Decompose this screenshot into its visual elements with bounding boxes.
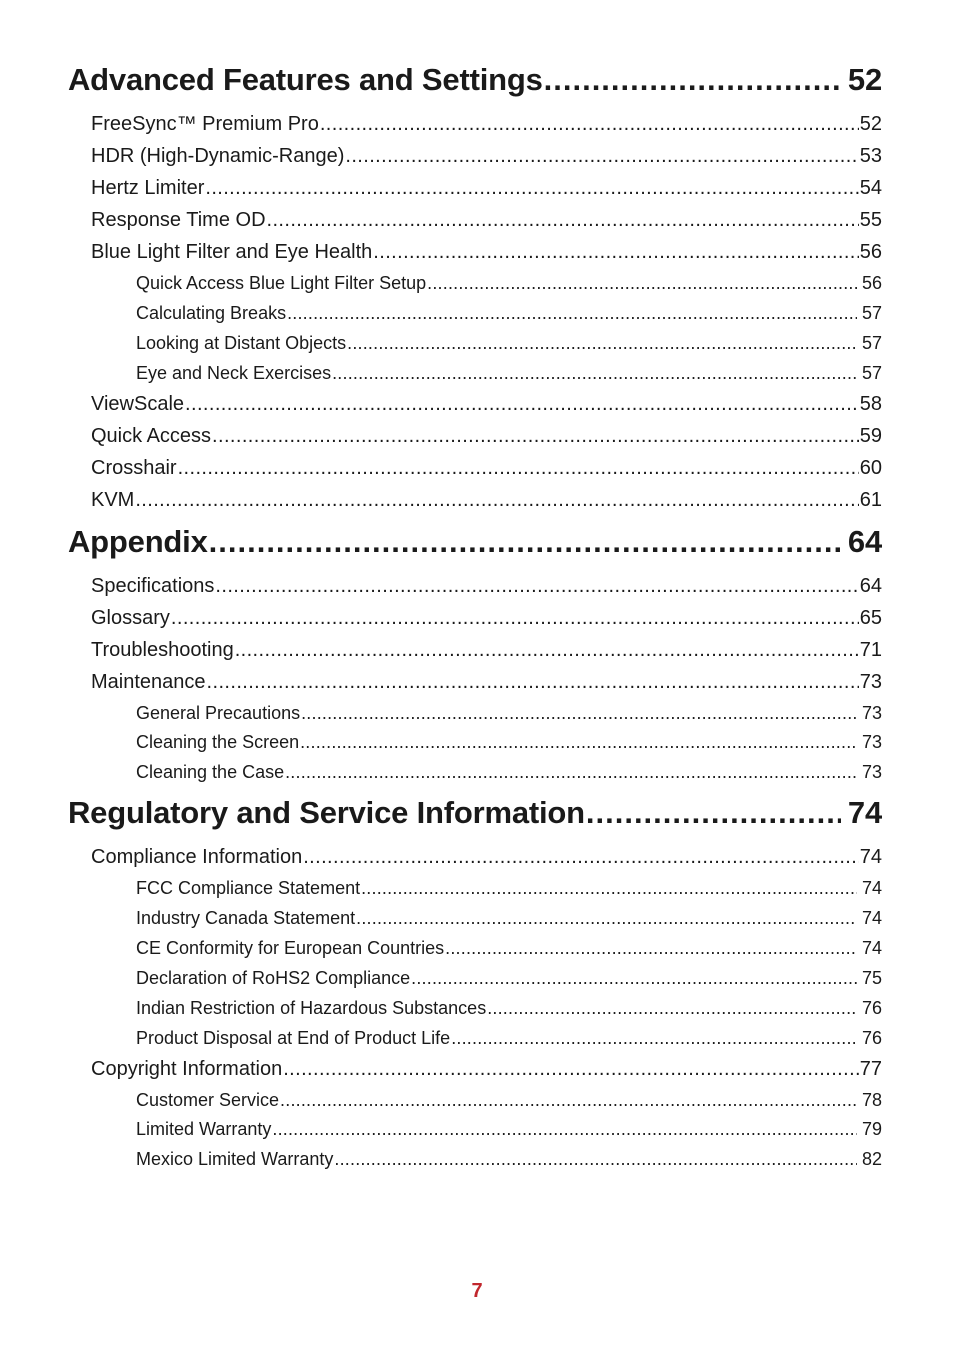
toc-subsection-entry[interactable]	[68, 1085, 882, 1115]
toc-entry-title: Eye and Neck Exercises	[136, 362, 332, 383]
dot-leader	[283, 1053, 859, 1085]
toc-entry-title: Cleaning the Case	[136, 762, 285, 783]
toc-entry-title: Response Time OD	[91, 209, 266, 231]
dot-leader	[334, 1144, 857, 1174]
toc-entry-title: Crosshair	[91, 456, 177, 479]
toc-subsection-entry[interactable]	[68, 993, 882, 1023]
toc-section-entry[interactable]	[68, 841, 882, 873]
toc-entry-page-number: 65	[859, 606, 882, 629]
toc-entry-title: Specifications	[91, 574, 215, 597]
toc-entry-page-number: 61	[859, 488, 882, 511]
toc-chapter-heading[interactable]	[68, 60, 882, 108]
toc-section-entry[interactable]	[68, 1053, 882, 1085]
toc-entry-title: Troubleshooting	[91, 638, 234, 661]
toc-entry-title: CE Conformity for European Countries	[136, 938, 445, 959]
toc-section-entry[interactable]	[68, 420, 882, 452]
table-of-contents	[68, 60, 882, 1174]
toc-section-entry[interactable]	[68, 602, 882, 634]
toc-section-entry[interactable]	[68, 172, 882, 204]
toc-section-entry[interactable]	[68, 140, 882, 172]
toc-entry-page-number: 77	[859, 1057, 882, 1080]
toc-entry-page-number: 58	[859, 392, 882, 415]
toc-section-entry[interactable]	[68, 570, 882, 602]
toc-entry-page-number: 52	[847, 62, 882, 97]
dot-leader	[345, 140, 858, 172]
toc-entry-page-number: 74	[847, 795, 882, 831]
dot-leader	[451, 1023, 857, 1053]
toc-entry-title: Declaration of RoHS2 Compliance	[136, 967, 411, 988]
dot-leader	[586, 795, 841, 831]
toc-entry-title: FCC Compliance Statement	[136, 878, 361, 899]
toc-section-entry[interactable]	[68, 666, 882, 698]
toc-entry-title: Copyright Information	[91, 1057, 283, 1080]
toc-entry-title: Blue Light Filter and Eye Health	[91, 241, 373, 263]
dot-leader	[215, 570, 858, 602]
dot-leader	[347, 328, 857, 358]
dot-leader	[280, 1085, 857, 1115]
toc-entry-title: FreeSync™ Premium Pro	[91, 113, 319, 135]
toc-entry-page-number: 74	[861, 908, 882, 929]
toc-entry-page-number: 76	[861, 1027, 882, 1048]
toc-section-entry[interactable]	[68, 388, 882, 420]
dot-leader	[135, 484, 858, 516]
dot-leader	[209, 524, 841, 560]
toc-section-entry[interactable]	[68, 108, 882, 140]
dot-leader	[235, 634, 859, 666]
dot-leader	[332, 358, 857, 388]
toc-entry-page-number: 56	[861, 273, 882, 293]
toc-subsection-entry[interactable]	[68, 1144, 882, 1174]
toc-entry-page-number: 52	[859, 113, 882, 135]
toc-subsection-entry[interactable]	[68, 328, 882, 358]
dot-leader	[361, 873, 857, 903]
toc-entry-page-number: 74	[861, 938, 882, 959]
dot-leader	[300, 727, 857, 757]
toc-subsection-entry[interactable]	[68, 963, 882, 993]
toc-entry-page-number: 54	[859, 177, 882, 199]
dot-leader	[272, 1114, 857, 1144]
toc-entry-title: Calculating Breaks	[136, 302, 287, 323]
toc-entry-page-number: 64	[859, 574, 882, 597]
dot-leader	[445, 933, 857, 963]
toc-entry-title: Customer Service	[136, 1089, 280, 1110]
toc-subsection-entry[interactable]	[68, 1114, 882, 1144]
toc-section-entry[interactable]	[68, 634, 882, 666]
toc-subsection-entry[interactable]	[68, 358, 882, 388]
toc-section-entry[interactable]	[68, 204, 882, 236]
toc-entry-page-number: 82	[861, 1149, 882, 1170]
toc-entry-title: Mexico Limited Warranty	[136, 1149, 334, 1170]
toc-entry-title: General Precautions	[136, 702, 301, 723]
toc-entry-title: Compliance Information	[91, 846, 303, 869]
toc-entry-page-number: 53	[859, 145, 882, 167]
toc-entry-page-number: 57	[861, 332, 882, 353]
toc-entry-title: Glossary	[91, 606, 170, 629]
toc-entry-page-number: 71	[859, 638, 882, 661]
dot-leader	[287, 298, 857, 328]
dot-leader	[185, 388, 859, 420]
toc-entry-title: Limited Warranty	[136, 1119, 272, 1140]
toc-subsection-entry[interactable]	[68, 933, 882, 963]
toc-entry-page-number: 64	[847, 523, 882, 559]
dot-leader	[267, 204, 859, 236]
toc-entry-page-number: 73	[861, 732, 882, 753]
toc-entry-page-number: 74	[861, 878, 882, 899]
toc-subsection-entry[interactable]	[68, 727, 882, 757]
toc-entry-title: Maintenance	[91, 670, 206, 693]
toc-entry-page-number: 55	[859, 209, 882, 231]
toc-subsection-entry[interactable]	[68, 1023, 882, 1053]
toc-subsection-entry[interactable]	[68, 903, 882, 933]
dot-leader	[373, 236, 858, 268]
toc-entry-title: ViewScale	[91, 392, 185, 415]
toc-entry-title: HDR (High-Dynamic-Range)	[91, 145, 345, 167]
toc-chapter-heading[interactable]	[68, 522, 882, 570]
dot-leader	[427, 268, 857, 298]
dot-leader	[303, 841, 859, 873]
dot-leader	[487, 993, 857, 1023]
toc-entry-title: Looking at Distant Objects	[136, 332, 347, 353]
toc-chapter-heading[interactable]	[68, 793, 882, 841]
toc-subsection-entry[interactable]	[68, 698, 882, 728]
toc-entry-page-number: 59	[859, 424, 882, 447]
dot-leader	[320, 108, 859, 140]
dot-leader	[411, 963, 857, 993]
toc-entry-page-number: 57	[861, 302, 882, 323]
toc-entry-page-number: 56	[859, 241, 882, 263]
toc-entry-page-number: 75	[861, 967, 882, 988]
toc-entry-page-number: 73	[859, 670, 882, 693]
toc-entry-page-number: 60	[859, 456, 882, 479]
toc-subsection-entry[interactable]	[68, 873, 882, 903]
toc-subsection-entry[interactable]	[68, 298, 882, 328]
toc-subsection-entry[interactable]	[68, 268, 882, 298]
toc-entry-page-number: 74	[859, 846, 882, 869]
dot-leader	[356, 903, 857, 933]
page-number: 7	[471, 1280, 483, 1302]
toc-entry-page-number: 57	[861, 362, 882, 383]
toc-entry-page-number: 73	[861, 762, 882, 783]
toc-entry-title: Product Disposal at End of Product Life	[136, 1027, 451, 1048]
dot-leader	[212, 420, 859, 452]
toc-entry-title: Industry Canada Statement	[136, 908, 356, 929]
toc-entry-title: Hertz Limiter	[91, 177, 205, 199]
toc-entry-page-number: 78	[861, 1089, 882, 1110]
toc-entry-title: Advanced Features and Settings	[68, 62, 543, 97]
toc-entry-title: KVM	[91, 488, 135, 511]
toc-section-entry[interactable]	[68, 484, 882, 516]
toc-entry-title: Cleaning the Screen	[136, 732, 300, 753]
toc-entry-title: Quick Access Blue Light Filter Setup	[136, 273, 427, 293]
dot-leader	[205, 172, 858, 204]
dot-leader	[544, 62, 841, 98]
toc-section-entry[interactable]	[68, 452, 882, 484]
dot-leader	[285, 757, 857, 787]
toc-subsection-entry[interactable]	[68, 757, 882, 787]
toc-entry-title: Appendix	[68, 523, 208, 559]
toc-section-entry[interactable]	[68, 236, 882, 268]
toc-entry-title: Quick Access	[91, 424, 212, 447]
dot-leader	[207, 666, 859, 698]
toc-entry-title: Regulatory and Service Information	[68, 795, 585, 831]
dot-leader	[178, 452, 859, 484]
dot-leader	[171, 602, 859, 634]
dot-leader	[301, 698, 857, 728]
toc-entry-title: Indian Restriction of Hazardous Substances	[136, 997, 487, 1018]
toc-entry-page-number: 73	[861, 702, 882, 723]
toc-entry-page-number: 76	[861, 997, 882, 1018]
toc-entry-page-number: 79	[861, 1119, 882, 1140]
